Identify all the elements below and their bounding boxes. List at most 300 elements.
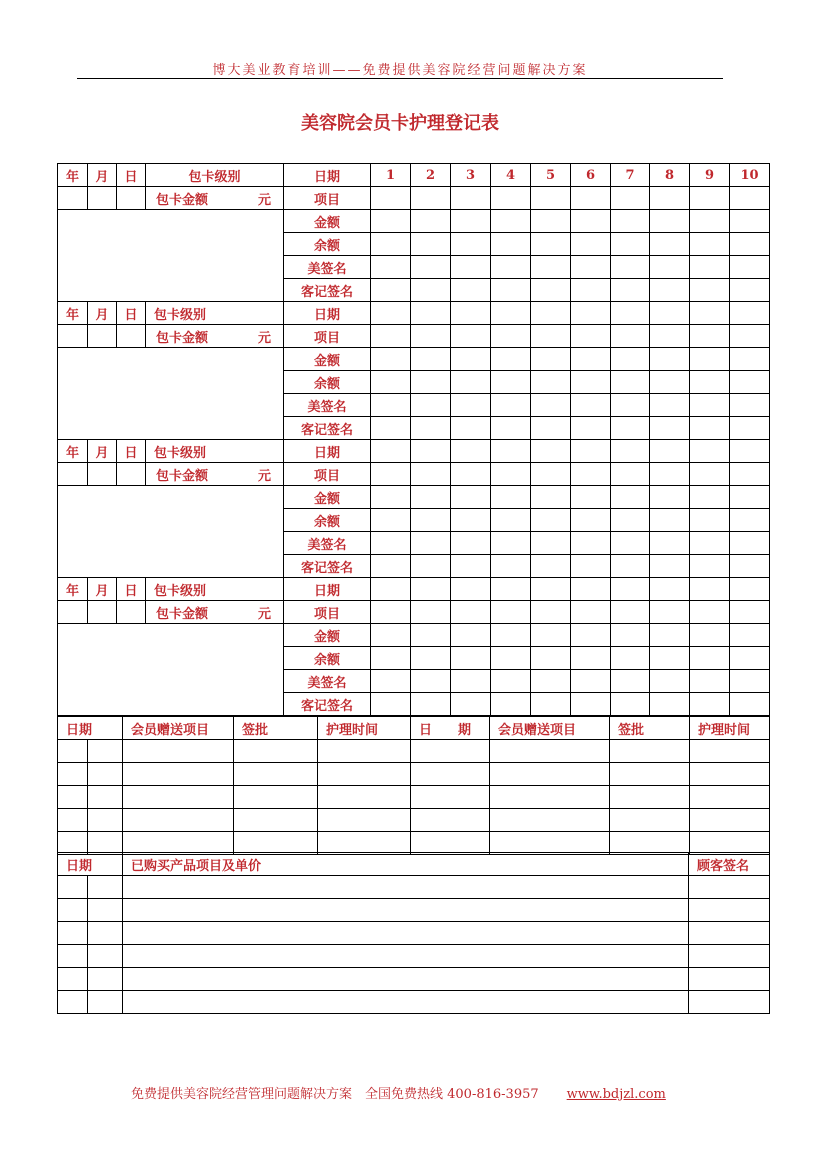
visit-cell[interactable] <box>371 463 411 486</box>
purchase-cell[interactable] <box>689 899 770 922</box>
visit-cell[interactable] <box>650 624 690 647</box>
purchase-cell[interactable] <box>123 899 689 922</box>
visit-cell[interactable] <box>371 578 411 601</box>
visit-cell[interactable] <box>650 693 690 716</box>
visit-cell[interactable] <box>411 371 451 394</box>
gift-cell[interactable] <box>318 740 411 763</box>
visit-cell[interactable] <box>571 371 611 394</box>
visit-cell[interactable] <box>491 417 531 440</box>
visit-cell[interactable] <box>730 670 770 693</box>
visit-cell[interactable] <box>611 394 650 417</box>
month-cell[interactable] <box>88 325 117 348</box>
visit-cell[interactable] <box>411 256 451 279</box>
visit-cell[interactable] <box>730 578 770 601</box>
visit-cell[interactable] <box>411 486 451 509</box>
visit-cell[interactable] <box>690 509 730 532</box>
visit-cell[interactable] <box>730 555 770 578</box>
gift-cell[interactable] <box>411 740 490 763</box>
visit-cell[interactable] <box>411 624 451 647</box>
visit-cell[interactable] <box>611 463 650 486</box>
visit-cell[interactable] <box>690 187 730 210</box>
visit-cell[interactable] <box>730 693 770 716</box>
visit-cell[interactable] <box>371 555 411 578</box>
visit-cell[interactable] <box>650 302 690 325</box>
visit-cell[interactable] <box>491 647 531 670</box>
visit-cell[interactable] <box>690 256 730 279</box>
visit-cell[interactable] <box>611 486 650 509</box>
visit-cell[interactable] <box>571 325 611 348</box>
visit-cell[interactable] <box>371 233 411 256</box>
visit-cell[interactable] <box>650 348 690 371</box>
visit-cell[interactable] <box>611 509 650 532</box>
visit-cell[interactable] <box>411 532 451 555</box>
purchase-cell[interactable] <box>88 991 123 1014</box>
month-cell[interactable] <box>88 601 117 624</box>
visit-cell[interactable] <box>730 532 770 555</box>
visit-cell[interactable] <box>371 532 411 555</box>
gift-cell[interactable] <box>490 740 610 763</box>
purchase-cell[interactable] <box>123 991 689 1014</box>
visit-cell[interactable] <box>690 371 730 394</box>
visit-cell[interactable] <box>571 302 611 325</box>
visit-cell[interactable] <box>411 670 451 693</box>
day-cell[interactable] <box>117 325 146 348</box>
visit-cell[interactable] <box>491 463 531 486</box>
visit-cell[interactable] <box>491 601 531 624</box>
visit-cell[interactable] <box>611 601 650 624</box>
visit-cell[interactable] <box>611 578 650 601</box>
visit-cell[interactable] <box>411 210 451 233</box>
gift-cell[interactable] <box>88 786 123 809</box>
visit-cell[interactable] <box>690 693 730 716</box>
visit-cell[interactable] <box>371 394 411 417</box>
visit-cell[interactable] <box>451 578 491 601</box>
visit-cell[interactable] <box>611 532 650 555</box>
visit-cell[interactable] <box>531 256 571 279</box>
visit-cell[interactable] <box>611 187 650 210</box>
day-cell[interactable] <box>117 601 146 624</box>
visit-cell[interactable] <box>411 279 451 302</box>
purchase-cell[interactable] <box>123 945 689 968</box>
visit-cell[interactable] <box>371 440 411 463</box>
visit-cell[interactable] <box>650 233 690 256</box>
visit-cell[interactable] <box>371 187 411 210</box>
purchase-cell[interactable] <box>58 922 88 945</box>
visit-cell[interactable] <box>491 486 531 509</box>
visit-cell[interactable] <box>531 601 571 624</box>
gift-cell[interactable] <box>318 809 411 832</box>
visit-cell[interactable] <box>571 486 611 509</box>
gift-cell[interactable] <box>610 763 690 786</box>
visit-cell[interactable] <box>371 417 411 440</box>
gift-cell[interactable] <box>234 740 318 763</box>
purchase-cell[interactable] <box>123 968 689 991</box>
month-cell[interactable] <box>88 463 117 486</box>
gift-cell[interactable] <box>123 809 234 832</box>
visit-cell[interactable] <box>451 509 491 532</box>
visit-cell[interactable] <box>451 279 491 302</box>
visit-cell[interactable] <box>451 440 491 463</box>
visit-cell[interactable] <box>730 647 770 670</box>
visit-cell[interactable] <box>371 670 411 693</box>
visit-cell[interactable] <box>571 440 611 463</box>
year-cell[interactable] <box>58 187 88 210</box>
visit-cell[interactable] <box>491 256 531 279</box>
purchase-cell[interactable] <box>88 968 123 991</box>
visit-cell[interactable] <box>730 325 770 348</box>
visit-cell[interactable] <box>611 348 650 371</box>
visit-cell[interactable] <box>730 279 770 302</box>
year-cell[interactable] <box>58 463 88 486</box>
visit-cell[interactable] <box>690 532 730 555</box>
visit-cell[interactable] <box>650 325 690 348</box>
visit-cell[interactable] <box>571 624 611 647</box>
visit-cell[interactable] <box>730 463 770 486</box>
visit-cell[interactable] <box>730 440 770 463</box>
visit-cell[interactable] <box>690 670 730 693</box>
visit-cell[interactable] <box>650 601 690 624</box>
purchase-cell[interactable] <box>123 876 689 899</box>
visit-cell[interactable] <box>371 693 411 716</box>
visit-cell[interactable] <box>491 302 531 325</box>
visit-cell[interactable] <box>451 486 491 509</box>
gift-cell[interactable] <box>88 763 123 786</box>
visit-cell[interactable] <box>650 187 690 210</box>
visit-cell[interactable] <box>690 486 730 509</box>
visit-cell[interactable] <box>451 624 491 647</box>
visit-cell[interactable] <box>611 693 650 716</box>
gift-cell[interactable] <box>58 763 88 786</box>
visit-cell[interactable] <box>411 601 451 624</box>
visit-cell[interactable] <box>371 325 411 348</box>
visit-cell[interactable] <box>491 394 531 417</box>
visit-cell[interactable] <box>491 279 531 302</box>
visit-cell[interactable] <box>650 647 690 670</box>
visit-cell[interactable] <box>531 578 571 601</box>
gift-cell[interactable] <box>88 809 123 832</box>
visit-cell[interactable] <box>371 279 411 302</box>
gift-cell[interactable] <box>490 809 610 832</box>
visit-cell[interactable] <box>531 394 571 417</box>
visit-cell[interactable] <box>371 509 411 532</box>
visit-cell[interactable] <box>411 394 451 417</box>
visit-cell[interactable] <box>730 302 770 325</box>
notes-area[interactable] <box>58 624 284 716</box>
visit-cell[interactable] <box>371 371 411 394</box>
visit-cell[interactable] <box>491 670 531 693</box>
footer-website-link[interactable]: www.bdjzl.com <box>566 1087 666 1102</box>
visit-cell[interactable] <box>531 325 571 348</box>
visit-cell[interactable] <box>690 279 730 302</box>
purchase-cell[interactable] <box>58 876 88 899</box>
purchase-cell[interactable] <box>58 968 88 991</box>
visit-cell[interactable] <box>531 555 571 578</box>
visit-cell[interactable] <box>451 256 491 279</box>
gift-cell[interactable] <box>234 809 318 832</box>
visit-cell[interactable] <box>571 532 611 555</box>
visit-cell[interactable] <box>650 279 690 302</box>
visit-cell[interactable] <box>571 256 611 279</box>
gift-cell[interactable] <box>690 740 770 763</box>
visit-cell[interactable] <box>690 302 730 325</box>
visit-cell[interactable] <box>451 371 491 394</box>
visit-cell[interactable] <box>531 187 571 210</box>
visit-cell[interactable] <box>571 210 611 233</box>
visit-cell[interactable] <box>690 578 730 601</box>
visit-cell[interactable] <box>531 624 571 647</box>
purchase-cell[interactable] <box>689 922 770 945</box>
visit-cell[interactable] <box>411 325 451 348</box>
visit-cell[interactable] <box>531 693 571 716</box>
visit-cell[interactable] <box>411 440 451 463</box>
visit-cell[interactable] <box>571 647 611 670</box>
visit-cell[interactable] <box>531 210 571 233</box>
visit-cell[interactable] <box>690 647 730 670</box>
visit-cell[interactable] <box>451 187 491 210</box>
visit-cell[interactable] <box>571 463 611 486</box>
visit-cell[interactable] <box>451 325 491 348</box>
visit-cell[interactable] <box>531 279 571 302</box>
purchase-cell[interactable] <box>689 945 770 968</box>
visit-cell[interactable] <box>411 578 451 601</box>
visit-cell[interactable] <box>491 348 531 371</box>
visit-cell[interactable] <box>451 555 491 578</box>
visit-cell[interactable] <box>690 555 730 578</box>
visit-cell[interactable] <box>611 279 650 302</box>
visit-cell[interactable] <box>571 279 611 302</box>
visit-cell[interactable] <box>491 578 531 601</box>
visit-cell[interactable] <box>371 348 411 371</box>
visit-cell[interactable] <box>371 210 411 233</box>
visit-cell[interactable] <box>650 555 690 578</box>
notes-area[interactable] <box>58 348 284 440</box>
purchase-cell[interactable] <box>58 945 88 968</box>
visit-cell[interactable] <box>571 601 611 624</box>
purchase-cell[interactable] <box>88 899 123 922</box>
visit-cell[interactable] <box>531 440 571 463</box>
notes-area[interactable] <box>58 210 284 302</box>
visit-cell[interactable] <box>531 486 571 509</box>
purchase-cell[interactable] <box>689 991 770 1014</box>
visit-cell[interactable] <box>611 440 650 463</box>
purchase-cell[interactable] <box>689 968 770 991</box>
visit-cell[interactable] <box>611 325 650 348</box>
visit-cell[interactable] <box>571 394 611 417</box>
visit-cell[interactable] <box>491 509 531 532</box>
visit-cell[interactable] <box>491 440 531 463</box>
visit-cell[interactable] <box>650 440 690 463</box>
visit-cell[interactable] <box>491 187 531 210</box>
visit-cell[interactable] <box>531 348 571 371</box>
visit-cell[interactable] <box>491 210 531 233</box>
visit-cell[interactable] <box>730 233 770 256</box>
visit-cell[interactable] <box>650 394 690 417</box>
visit-cell[interactable] <box>571 509 611 532</box>
gift-cell[interactable] <box>690 786 770 809</box>
visit-cell[interactable] <box>571 417 611 440</box>
visit-cell[interactable] <box>491 371 531 394</box>
visit-cell[interactable] <box>690 348 730 371</box>
purchase-cell[interactable] <box>58 899 88 922</box>
month-cell[interactable] <box>88 187 117 210</box>
visit-cell[interactable] <box>571 670 611 693</box>
purchase-cell[interactable] <box>689 876 770 899</box>
visit-cell[interactable] <box>611 555 650 578</box>
visit-cell[interactable] <box>730 348 770 371</box>
visit-cell[interactable] <box>730 601 770 624</box>
visit-cell[interactable] <box>690 463 730 486</box>
visit-cell[interactable] <box>411 348 451 371</box>
visit-cell[interactable] <box>650 532 690 555</box>
visit-cell[interactable] <box>531 371 571 394</box>
visit-cell[interactable] <box>730 210 770 233</box>
visit-cell[interactable] <box>730 624 770 647</box>
gift-cell[interactable] <box>610 740 690 763</box>
visit-cell[interactable] <box>571 348 611 371</box>
gift-cell[interactable] <box>318 786 411 809</box>
purchase-cell[interactable] <box>88 876 123 899</box>
visit-cell[interactable] <box>491 555 531 578</box>
visit-cell[interactable] <box>571 693 611 716</box>
gift-cell[interactable] <box>490 763 610 786</box>
visit-cell[interactable] <box>371 256 411 279</box>
gift-cell[interactable] <box>58 740 88 763</box>
visit-cell[interactable] <box>451 601 491 624</box>
visit-cell[interactable] <box>411 417 451 440</box>
visit-cell[interactable] <box>650 417 690 440</box>
visit-cell[interactable] <box>411 302 451 325</box>
gift-cell[interactable] <box>690 763 770 786</box>
gift-cell[interactable] <box>58 809 88 832</box>
visit-cell[interactable] <box>491 693 531 716</box>
visit-cell[interactable] <box>690 440 730 463</box>
gift-cell[interactable] <box>490 786 610 809</box>
visit-cell[interactable] <box>371 302 411 325</box>
gift-cell[interactable] <box>123 763 234 786</box>
gift-cell[interactable] <box>411 763 490 786</box>
visit-cell[interactable] <box>571 578 611 601</box>
visit-cell[interactable] <box>690 233 730 256</box>
visit-cell[interactable] <box>571 555 611 578</box>
visit-cell[interactable] <box>650 509 690 532</box>
visit-cell[interactable] <box>531 647 571 670</box>
visit-cell[interactable] <box>451 670 491 693</box>
year-cell[interactable] <box>58 325 88 348</box>
gift-cell[interactable] <box>610 809 690 832</box>
visit-cell[interactable] <box>531 670 571 693</box>
purchase-cell[interactable] <box>88 945 123 968</box>
visit-cell[interactable] <box>451 348 491 371</box>
visit-cell[interactable] <box>690 325 730 348</box>
purchase-cell[interactable] <box>123 922 689 945</box>
visit-cell[interactable] <box>451 647 491 670</box>
visit-cell[interactable] <box>491 325 531 348</box>
visit-cell[interactable] <box>571 187 611 210</box>
visit-cell[interactable] <box>451 693 491 716</box>
visit-cell[interactable] <box>611 233 650 256</box>
visit-cell[interactable] <box>611 417 650 440</box>
visit-cell[interactable] <box>650 463 690 486</box>
visit-cell[interactable] <box>611 670 650 693</box>
gift-cell[interactable] <box>123 786 234 809</box>
visit-cell[interactable] <box>690 624 730 647</box>
visit-cell[interactable] <box>371 647 411 670</box>
visit-cell[interactable] <box>531 463 571 486</box>
visit-cell[interactable] <box>730 394 770 417</box>
gift-cell[interactable] <box>88 740 123 763</box>
visit-cell[interactable] <box>611 371 650 394</box>
visit-cell[interactable] <box>411 555 451 578</box>
year-cell[interactable] <box>58 601 88 624</box>
visit-cell[interactable] <box>690 394 730 417</box>
purchase-cell[interactable] <box>58 991 88 1014</box>
day-cell[interactable] <box>117 187 146 210</box>
visit-cell[interactable] <box>371 486 411 509</box>
visit-cell[interactable] <box>451 532 491 555</box>
visit-cell[interactable] <box>531 417 571 440</box>
visit-cell[interactable] <box>451 463 491 486</box>
visit-cell[interactable] <box>690 601 730 624</box>
purchase-cell[interactable] <box>88 922 123 945</box>
visit-cell[interactable] <box>571 233 611 256</box>
gift-cell[interactable] <box>123 740 234 763</box>
visit-cell[interactable] <box>531 302 571 325</box>
visit-cell[interactable] <box>451 302 491 325</box>
visit-cell[interactable] <box>650 670 690 693</box>
visit-cell[interactable] <box>411 693 451 716</box>
visit-cell[interactable] <box>611 624 650 647</box>
day-cell[interactable] <box>117 463 146 486</box>
visit-cell[interactable] <box>611 647 650 670</box>
visit-cell[interactable] <box>650 371 690 394</box>
visit-cell[interactable] <box>531 233 571 256</box>
gift-cell[interactable] <box>234 763 318 786</box>
gift-cell[interactable] <box>610 786 690 809</box>
visit-cell[interactable] <box>451 417 491 440</box>
visit-cell[interactable] <box>611 210 650 233</box>
visit-cell[interactable] <box>730 509 770 532</box>
visit-cell[interactable] <box>650 210 690 233</box>
gift-cell[interactable] <box>411 786 490 809</box>
visit-cell[interactable] <box>411 509 451 532</box>
visit-cell[interactable] <box>491 532 531 555</box>
visit-cell[interactable] <box>531 509 571 532</box>
visit-cell[interactable] <box>650 578 690 601</box>
gift-cell[interactable] <box>318 763 411 786</box>
visit-cell[interactable] <box>371 601 411 624</box>
visit-cell[interactable] <box>730 187 770 210</box>
visit-cell[interactable] <box>730 486 770 509</box>
visit-cell[interactable] <box>650 256 690 279</box>
visit-cell[interactable] <box>491 233 531 256</box>
visit-cell[interactable] <box>611 302 650 325</box>
visit-cell[interactable] <box>730 417 770 440</box>
gift-cell[interactable] <box>234 786 318 809</box>
visit-cell[interactable] <box>371 624 411 647</box>
gift-cell[interactable] <box>411 809 490 832</box>
visit-cell[interactable] <box>451 233 491 256</box>
gift-cell[interactable] <box>58 786 88 809</box>
visit-cell[interactable] <box>411 187 451 210</box>
visit-cell[interactable] <box>730 256 770 279</box>
visit-cell[interactable] <box>611 256 650 279</box>
visit-cell[interactable] <box>491 624 531 647</box>
visit-cell[interactable] <box>730 371 770 394</box>
visit-cell[interactable] <box>531 532 571 555</box>
notes-area[interactable] <box>58 486 284 578</box>
visit-cell[interactable] <box>690 210 730 233</box>
visit-cell[interactable] <box>451 394 491 417</box>
